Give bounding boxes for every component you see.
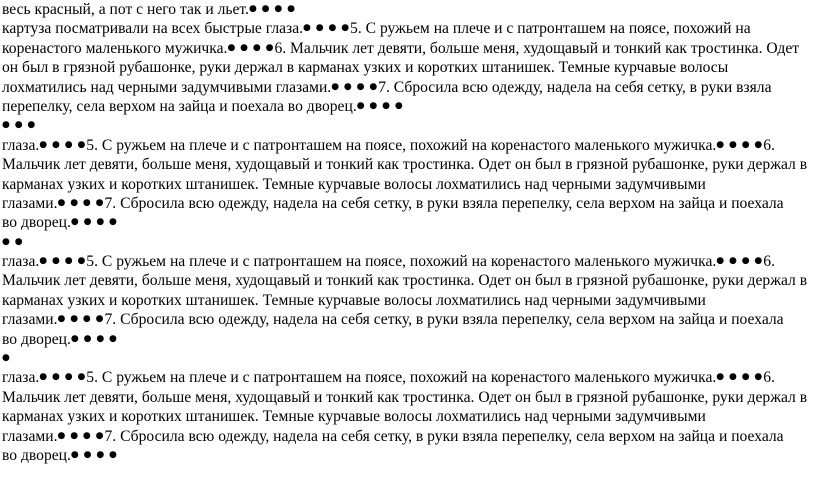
bullet-dots: ● ● ● ● [716, 372, 764, 383]
text-line [2, 136, 814, 155]
line-text-continued: 6. Мальчик лет девяти, больше меня, худощавый и тонкий как тростинка. Одет [274, 39, 800, 57]
bullet-dots: ● ● ● ● [248, 4, 296, 14]
bullet-dots: ● ● ● ● [70, 333, 118, 344]
line-text: Мальчик лет девяти, больше меня, худощавый и тонкий как тростинка. Одет он был в грязной рубашонке, руки держал в [2, 156, 808, 174]
line-text: глазами. [2, 311, 58, 329]
text-line [2, 194, 814, 213]
bullet-dots: ● [2, 353, 11, 364]
line-text-continued: 7. Сбросила всю одежду, надела на себя сетку, в руки взяла перепелку, села верхом на зайца и поехала [104, 427, 784, 445]
line-text: картуза посматривали на всех быстрые глаза. [2, 20, 304, 38]
text-line [2, 388, 814, 407]
line-text: лохматились над черными задумчивыми глазами. [2, 78, 332, 96]
bullet-dots: ● ● ● ● [70, 217, 118, 228]
line-text: во дворец. [2, 214, 71, 232]
line-text-continued: 5. С ружьем на плече и с патронташем на поясе, похожий на коренастого маленького мужичка. [86, 136, 717, 154]
bullet-dots: ● ● ● ● [57, 197, 105, 208]
line-text-continued: 7. Сбросила всю одежду, надела на себя сетку, в руки взяла перепелку, села верхом на зайца и поехала [104, 194, 784, 212]
bullet-dots: ● ● ● ● [39, 139, 87, 150]
text-line [2, 252, 814, 271]
text-line [2, 271, 814, 290]
line-text: глазами. [2, 427, 58, 445]
line-text: карманах узких и коротких штанишек. Темные курчавые волосы лохматились над черными задумчивыми [2, 175, 706, 193]
line-text-continued: 5. С ружьем на плече и с патронташем на поясе, похожий на коренастого маленького мужичка. [86, 253, 717, 271]
text-line [2, 78, 814, 97]
text-line [2, 330, 814, 349]
line-text: перепелку, села верхом на зайца и поехала во дворец. [2, 97, 357, 115]
line-text-continued: 6. [763, 369, 775, 387]
text-line [2, 19, 814, 38]
line-text-continued: 6. [763, 136, 775, 154]
bullet-dots: ● ● ● ● [70, 449, 118, 460]
bullet-dots: ● ● ● ● [39, 372, 87, 383]
bullet-dots: ● ● ● [2, 120, 37, 131]
bullet-dots: ● ● ● ● [303, 23, 351, 34]
text-line [2, 427, 814, 446]
line-text: Мальчик лет девяти, больше меня, худощавый и тонкий как тростинка. Одет он был в грязной рубашонке, руки держал в [2, 272, 808, 290]
line-text-continued: 7. Сбросила всю одежду, надела на себя сетку, в руки взяла [378, 78, 772, 96]
text-line [2, 175, 814, 194]
bullet-dots: ● ● ● ● [57, 314, 105, 325]
bullet-dots: ● ● ● ● [356, 100, 404, 111]
line-text: глаза. [2, 253, 40, 271]
line-text: Мальчик лет девяти, больше меня, худощавый и тонкий как тростинка. Одет он был в грязной рубашонке, руки держал в [2, 388, 808, 406]
line-text-continued: 7. Сбросила всю одежду, надела на себя сетку, в руки взяла перепелку, села верхом на зайца и поехала [104, 311, 784, 329]
line-text: глаза. [2, 136, 40, 154]
text-line [2, 446, 814, 465]
text-line [2, 116, 814, 135]
text-line [2, 349, 814, 368]
line-text-continued: 6. [763, 253, 775, 271]
text-line [2, 155, 814, 174]
text-line [2, 0, 814, 19]
text-line [2, 213, 814, 232]
line-text-continued: 5. С ружьем на плече и с патронташем на поясе, похожий на коренастого маленького мужичка. [86, 369, 717, 387]
text-line [2, 233, 814, 252]
bullet-dots: ● ● ● ● [716, 256, 764, 267]
text-line [2, 39, 814, 58]
text-line [2, 407, 814, 426]
line-text: коренастого маленького мужичка. [2, 39, 228, 57]
text-line [2, 58, 814, 77]
line-text: карманах узких и коротких штанишек. Темные курчавые волосы лохматились над черными задумчивыми [2, 408, 706, 426]
bullet-dots: ● ● ● ● [39, 256, 87, 267]
bullet-dots: ● ● ● ● [331, 81, 379, 92]
bullet-dots: ● ● ● ● [57, 430, 105, 441]
line-text: во дворец. [2, 330, 71, 348]
bullet-dots: ● ● [2, 236, 24, 247]
bullet-dots: ● ● ● ● [716, 139, 764, 150]
line-text: весь красный, а пот с него так и льет. [2, 1, 249, 18]
line-text: он был в грязной рубашонке, руки держал в карманах узких и коротких штанишек. Темные курчавые волосы [2, 59, 729, 77]
line-text: во дворец. [2, 446, 71, 464]
line-text-continued: 5. С ружьем на плече и с патронташем на поясе, похожий на [350, 20, 751, 38]
bullet-dots: ● ● ● ● [227, 42, 275, 53]
line-text: глазами. [2, 194, 58, 212]
line-text: карманах узких и коротких штанишек. Темные курчавые волосы лохматились над черными задумчивыми [2, 291, 706, 309]
line-text: глаза. [2, 369, 40, 387]
text-line [2, 97, 814, 116]
text-line [2, 291, 814, 310]
text-line [2, 368, 814, 387]
text-line [2, 310, 814, 329]
document-body [2, 0, 814, 465]
